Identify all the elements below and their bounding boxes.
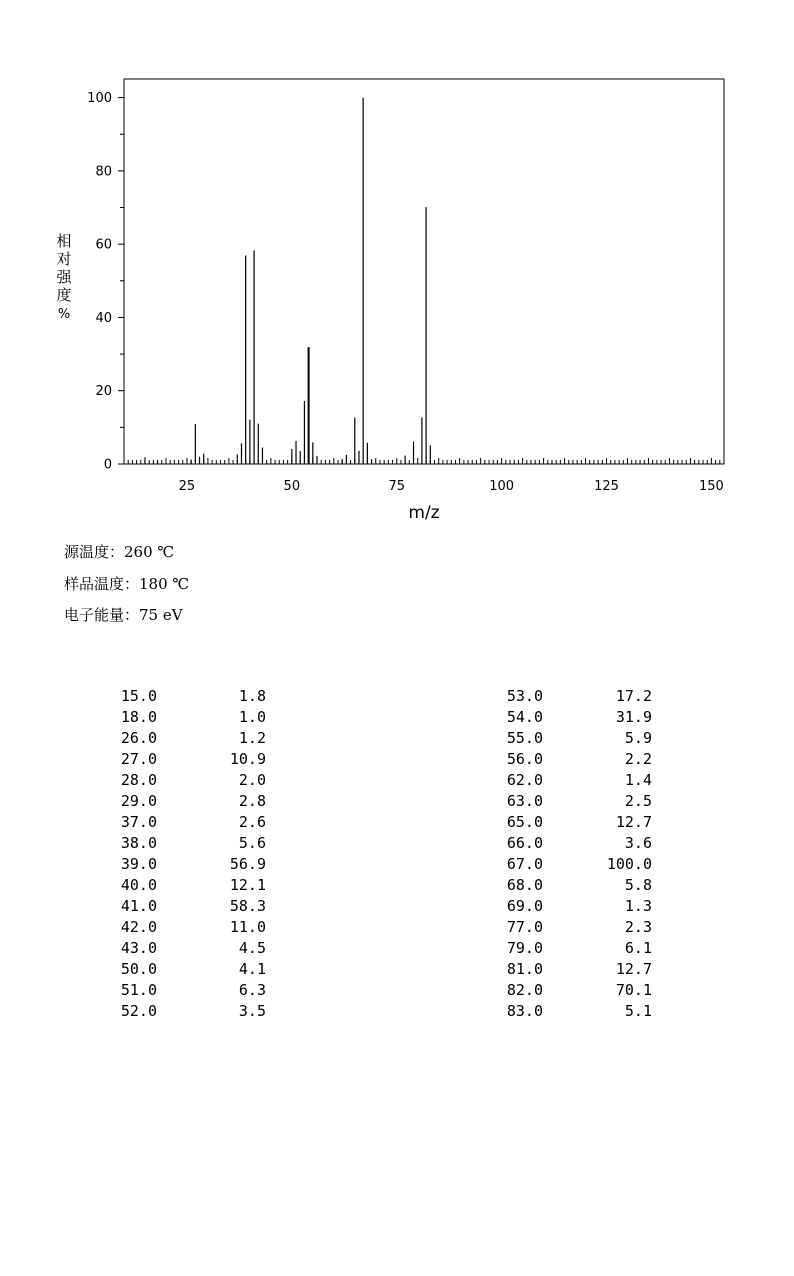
intensity-value: 100.0	[606, 855, 652, 873]
intensity-value: 2.5	[624, 792, 652, 810]
mz-value: 55.0	[506, 729, 543, 747]
mz-value: 40.0	[120, 876, 157, 894]
mz-value: 27.0	[120, 750, 157, 768]
mz-value: 38.0	[120, 834, 157, 852]
intensity-value: 4.1	[238, 960, 266, 978]
y-axis-label	[56, 232, 72, 322]
x-tick-label: 100	[489, 479, 515, 494]
mz-value: 54.0	[506, 708, 543, 726]
y-tick-label: 60	[95, 237, 112, 253]
intensity-value: 6.1	[624, 939, 652, 957]
intensity-value: 2.3	[624, 918, 652, 936]
intensity-value: 70.1	[615, 981, 652, 999]
electron-energy: 电子能量：75 eV	[64, 606, 183, 624]
mz-value: 29.0	[120, 792, 157, 810]
intensity-value: 4.5	[238, 939, 266, 957]
x-tick-label: 75	[388, 479, 406, 494]
mz-value: 53.0	[506, 687, 543, 705]
intensity-value: 2.6	[238, 813, 266, 831]
x-tick-label: 25	[178, 479, 196, 494]
mz-value: 37.0	[120, 813, 157, 831]
y-tick-label: 20	[95, 384, 112, 400]
intensity-value: 12.7	[615, 960, 652, 978]
intensity-value: 17.2	[615, 687, 652, 705]
table-row	[501, 854, 701, 875]
mz-value: 52.0	[120, 1002, 157, 1020]
intensity-value: 1.8	[238, 687, 266, 705]
peak-table-right	[0, 686, 701, 1022]
intensity-value: 31.9	[615, 708, 652, 726]
mz-value: 39.0	[120, 855, 157, 873]
table-row	[501, 833, 701, 854]
y-tick-label: 0	[103, 457, 112, 473]
mz-value: 26.0	[120, 729, 157, 747]
mz-value: 56.0	[506, 750, 543, 768]
x-axis-label: m/z	[408, 503, 440, 523]
intensity-value: 2.8	[238, 792, 266, 810]
x-tick-label: 50	[283, 479, 301, 494]
intensity-value: 2.0	[238, 771, 266, 789]
table-row	[501, 875, 701, 896]
mz-value: 82.0	[506, 981, 543, 999]
intensity-value: 3.5	[238, 1002, 266, 1020]
table-row	[501, 791, 701, 812]
mz-value: 50.0	[120, 960, 157, 978]
mz-value: 15.0	[120, 687, 157, 705]
mz-value: 28.0	[120, 771, 157, 789]
table-row	[501, 980, 701, 1001]
intensity-value: 56.9	[229, 855, 266, 873]
mz-value: 41.0	[120, 897, 157, 915]
intensity-value: 6.3	[238, 981, 266, 999]
table-row	[501, 728, 701, 749]
intensity-value: 11.0	[229, 918, 266, 936]
table-row	[501, 686, 701, 707]
mz-value: 83.0	[506, 1002, 543, 1020]
intensity-value: 3.6	[624, 834, 652, 852]
mz-value: 81.0	[506, 960, 543, 978]
mz-value: 77.0	[506, 918, 543, 936]
table-row	[501, 896, 701, 917]
x-tick-label: 125	[594, 479, 619, 494]
table-row	[501, 770, 701, 791]
mz-value: 66.0	[506, 834, 543, 852]
mz-value: 67.0	[506, 855, 543, 873]
y-tick-label: 40	[95, 310, 112, 326]
x-tick-label: 150	[698, 479, 724, 494]
mz-value: 51.0	[120, 981, 157, 999]
intensity-value: 1.4	[624, 771, 652, 789]
table-row	[501, 812, 701, 833]
table-row	[501, 707, 701, 728]
intensity-value: 12.1	[229, 876, 266, 894]
intensity-value: 58.3	[229, 897, 266, 915]
intensity-value: 1.2	[238, 729, 266, 747]
mz-value: 43.0	[120, 939, 157, 957]
table-row	[501, 959, 701, 980]
intensity-value: 5.6	[238, 834, 266, 852]
sample-temperature: 样品温度：180 ℃	[64, 575, 190, 593]
intensity-value: 1.3	[624, 897, 652, 915]
intensity-value: 1.0	[238, 708, 266, 726]
y-tick-label: 80	[95, 164, 112, 180]
intensity-value: 12.7	[615, 813, 652, 831]
intensity-value: 5.9	[624, 729, 652, 747]
table-row	[501, 917, 701, 938]
mz-value: 42.0	[120, 918, 157, 936]
mz-value: 65.0	[506, 813, 543, 831]
mass-spectrum-chart	[0, 0, 794, 530]
intensity-value: 5.8	[624, 876, 652, 894]
intensity-value: 10.9	[229, 750, 266, 768]
mz-value: 62.0	[506, 771, 543, 789]
table-row	[501, 938, 701, 959]
mz-value: 69.0	[506, 897, 543, 915]
plot-frame	[124, 79, 724, 464]
mz-value: 63.0	[506, 792, 543, 810]
source-temperature: 源温度：260 ℃	[64, 543, 175, 561]
mz-value: 79.0	[506, 939, 543, 957]
mz-value: 68.0	[506, 876, 543, 894]
table-row	[501, 1001, 701, 1022]
y-tick-label: 100	[87, 91, 112, 107]
intensity-value: 5.1	[624, 1002, 652, 1020]
table-row	[501, 749, 701, 770]
y-axis-label-text: 相对强度%	[56, 232, 72, 322]
intensity-value: 2.2	[624, 750, 652, 768]
mz-value: 18.0	[120, 708, 157, 726]
